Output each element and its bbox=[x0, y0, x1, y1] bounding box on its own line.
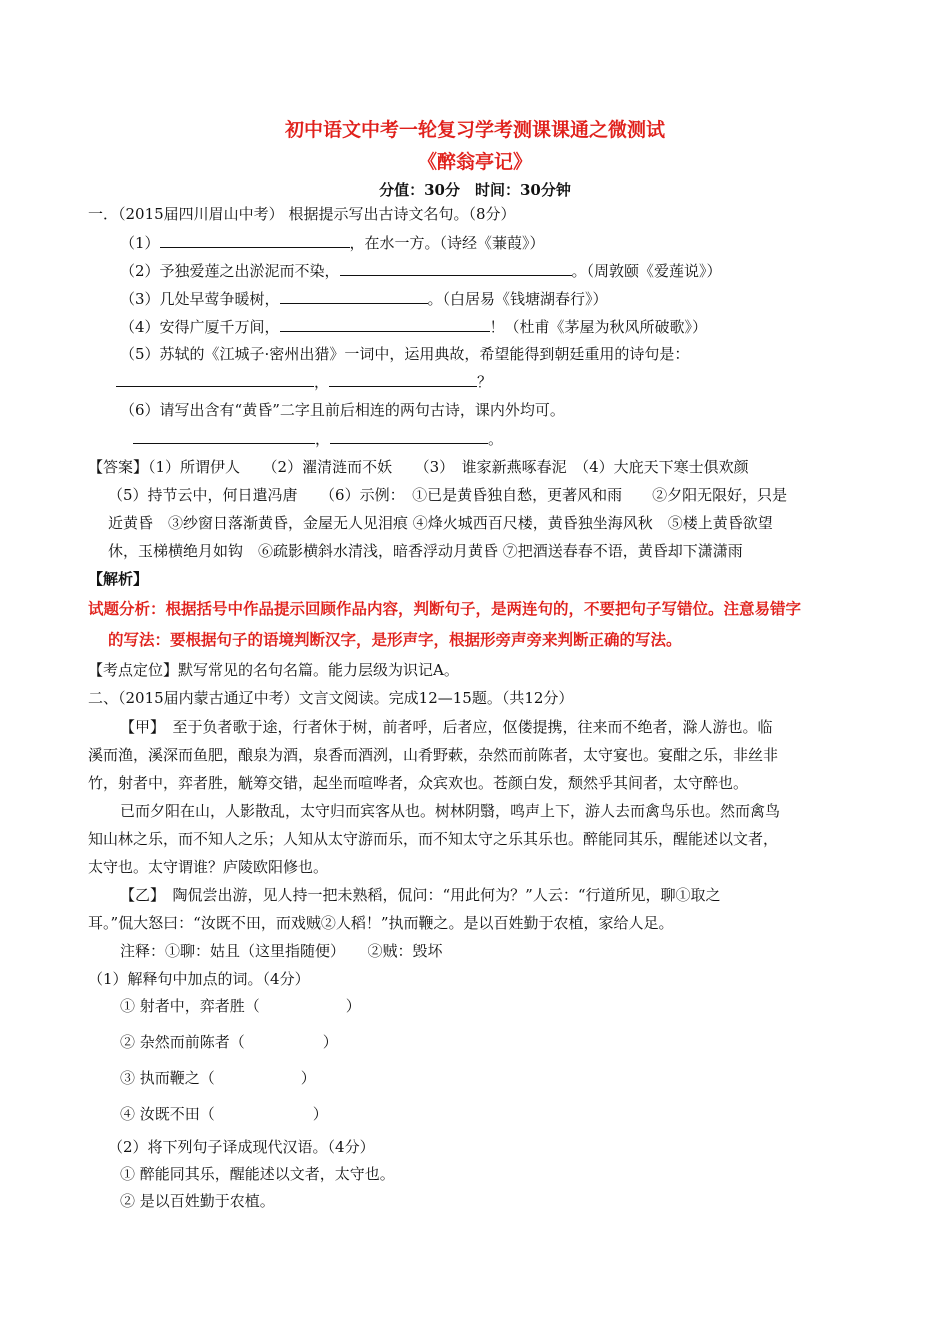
answer-blank[interactable] bbox=[330, 428, 488, 444]
score-time: 分值：30分 时间：30分钟 bbox=[379, 181, 571, 199]
passage-yi-line: 耳。”侃大怒曰：“汝既不田，而戏贼②人稻！”执而鞭之。是以百姓勤于农植，家给人足。 bbox=[88, 914, 674, 932]
answer-line: 【答案】（1）所谓伊人 （2）濯清涟而不妖 （3） 谁家新燕啄春泥 （4）大庇天下寒士俱欢颜 bbox=[88, 458, 749, 476]
sub-question-1: （1）解释句中加点的词。（4分） bbox=[88, 970, 310, 988]
answer-blank[interactable] bbox=[245, 1032, 323, 1047]
q1-item-6: （6）请写出含有“黄昏”二字且前后相连的两句古诗，课内外均可。 bbox=[120, 401, 565, 419]
q1-item-5-mid: ， bbox=[314, 373, 330, 391]
q2-heading: 二、（2015届内蒙古通辽中考）文言文阅读。完成12—15题。（共12分） bbox=[88, 689, 574, 707]
analysis-label: 【解析】 bbox=[88, 570, 149, 588]
notes: 注释：①聊：姑且（这里指随便） ②贼：毁坏 bbox=[120, 942, 443, 960]
analysis-line: 试题分析：根据括号中作品提示回顾作品内容，判断句子，是两连句的，不要把句子写错位。注意易错字 bbox=[88, 600, 802, 618]
answer-blank[interactable] bbox=[280, 288, 428, 304]
q1-item-4-pre: （4）安得广厦千万间， bbox=[120, 318, 280, 336]
passage-jia-line: 【甲】 至于负者歌于途，行者休于树，前者呼，后者应，伛偻提携，往来而不绝者，滁人游也。临 bbox=[120, 718, 773, 736]
answer-line: 休，玉梯横绝月如钩 ⑥疏影横斜水清浅，暗香浮动月黄昏 ⑦把酒送春春不语，黄昏却下潇潇雨 bbox=[108, 542, 743, 560]
sub1-item bbox=[120, 1103, 328, 1125]
sub1-item-pre: ② 杂然而前陈者（ bbox=[120, 1033, 245, 1051]
sub1-item bbox=[120, 1031, 338, 1053]
sub1-item-post: ） bbox=[312, 1105, 328, 1123]
answer-line: （5）持节云中，何日遣冯唐 （6）示例： ①已是黄昏独自愁，更著风和雨 ②夕阳无限好，只是 bbox=[108, 486, 788, 504]
q1-item-2-pre: （2）予独爱莲之出淤泥而不染， bbox=[120, 262, 340, 280]
sub-question-2: （2）将下列句子译成现代汉语。（4分） bbox=[108, 1138, 375, 1156]
sub2-item: ② 是以百姓勤于农植。 bbox=[120, 1192, 275, 1210]
doc-title: 初中语文中考一轮复习学考测课课通之微测试 bbox=[284, 119, 665, 141]
q1-item-3-pre: （3）几处早莺争暖树， bbox=[120, 290, 280, 308]
q1-item-6-end: 。 bbox=[488, 430, 504, 448]
answer-blank[interactable] bbox=[340, 260, 572, 276]
kaodian-line: 【考点定位】默写常见的名句名篇。能力层级为识记A。 bbox=[88, 661, 459, 679]
answer-line: 近黄昏 ③纱窗日落渐黄昏，金屋无人见泪痕 ④烽火城西百尺楼，黄昏独坐海风秋 ⑤楼上黄昏欲望 bbox=[108, 514, 773, 532]
q1-item-3 bbox=[120, 288, 608, 310]
q1-item-5-end: ？ bbox=[477, 373, 493, 391]
answer-blank[interactable] bbox=[329, 371, 477, 387]
sub2-item: ① 醉能同其乐，醒能述以文者，太守也。 bbox=[120, 1165, 395, 1183]
q1-item-1 bbox=[120, 232, 545, 254]
q1-item-1-pre: （1） bbox=[120, 234, 160, 252]
answer-blank[interactable] bbox=[116, 371, 314, 387]
sub1-item-pre: ① 射者中，弈者胜（ bbox=[120, 997, 260, 1015]
q1-item-6-blanks bbox=[133, 428, 503, 450]
answer-blank[interactable] bbox=[260, 996, 346, 1011]
sub1-item-pre: ④ 汝既不田（ bbox=[120, 1105, 215, 1123]
analysis-line: 的写法：要根据句子的语境判断汉字，是形声字，根据形旁声旁来判断正确的写法。 bbox=[108, 631, 682, 649]
q1-item-4 bbox=[120, 316, 707, 338]
sub1-item-post: ） bbox=[300, 1069, 316, 1087]
sub1-item bbox=[120, 995, 361, 1017]
passage-jia-line: 知山林之乐，而不知人之乐；人知从太守游而乐，而不知太守之乐其乐也。醉能同其乐，醒能述以文者， bbox=[88, 830, 779, 848]
q1-item-6-mid: ， bbox=[315, 430, 331, 448]
passage-jia-line: 竹，射者中，弈者胜，觥筹交错，起坐而喧哗者，众宾欢也。苍颜白发，颓然乎其间者，太守醉也。 bbox=[88, 774, 749, 792]
answer-blank[interactable] bbox=[280, 316, 490, 332]
passage-yi-line: 【乙】 陶侃尝出游，见人持一把未熟稻，侃问：“用此何为？”人云：“行道所见，聊①取之 bbox=[120, 886, 721, 904]
q1-item-1-post: ，在水一方。（诗经《蒹葭》） bbox=[349, 234, 545, 252]
sub1-item bbox=[120, 1067, 316, 1089]
passage-jia-line: 已而夕阳在山，人影散乱，太守归而宾客从也。树林阴翳，鸣声上下，游人去而禽鸟乐也。然而禽鸟 bbox=[120, 802, 781, 820]
answer-blank[interactable] bbox=[215, 1068, 301, 1083]
answer-blank[interactable] bbox=[160, 232, 350, 248]
doc-subtitle: 《醉翁亭记》 bbox=[417, 151, 532, 173]
q1-item-3-post: 。（白居易《钱塘湖春行》） bbox=[427, 290, 608, 308]
sub1-item-post: ） bbox=[322, 1033, 338, 1051]
q1-item-5-blanks bbox=[116, 371, 492, 393]
q1-item-2-post: 。（周敦颐《爱莲说》） bbox=[571, 262, 722, 280]
q1-item-2 bbox=[120, 260, 722, 282]
sub1-item-post: ） bbox=[345, 997, 361, 1015]
q1-heading: 一．（2015届四川眉山中考） 根据提示写出古诗文名句。（8分） bbox=[88, 205, 516, 223]
answer-blank[interactable] bbox=[133, 428, 315, 444]
q1-item-4-post: ！（杜甫《茅屋为秋风所破歌》） bbox=[489, 318, 708, 336]
passage-jia-line: 太守也。太守谓谁？庐陵欧阳修也。 bbox=[88, 858, 329, 876]
q1-item-5: （5）苏轼的《江城子·密州出猎》一词中，运用典故，希望能得到朝廷重用的诗句是： bbox=[120, 345, 690, 363]
answer-blank[interactable] bbox=[215, 1104, 313, 1119]
sub1-item-pre: ③ 执而鞭之（ bbox=[120, 1069, 215, 1087]
passage-jia-line: 溪而渔，溪深而鱼肥，酿泉为酒，泉香而酒洌，山肴野蔌，杂然而前陈者，太守宴也。宴酣之乐，非丝非 bbox=[88, 746, 779, 764]
